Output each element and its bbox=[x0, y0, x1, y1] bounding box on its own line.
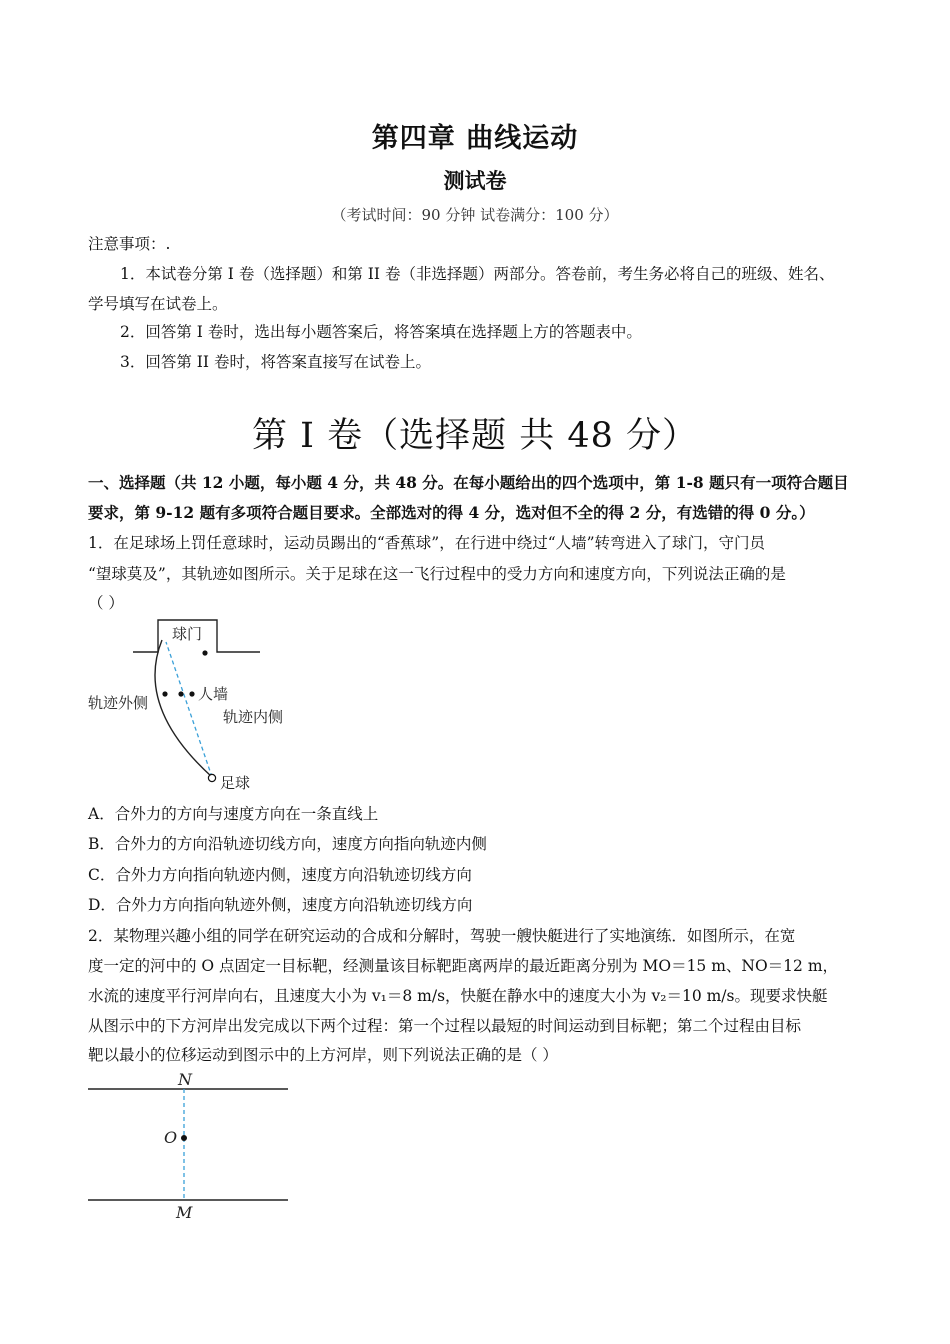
note-item-3: 3．回答第 II 卷时，将答案直接写在试卷上。 bbox=[120, 353, 431, 371]
outer-side-label: 轨迹外侧 bbox=[88, 695, 149, 712]
q2-stem-3: 水流的速度平行河岸向右，且速度大小为 v₁＝8 m/s，快艇在静水中的速度大小为 v₂＝10 m/s。现要求快艇 bbox=[88, 987, 828, 1005]
wall-player-1 bbox=[162, 691, 167, 696]
wall-player-2 bbox=[178, 691, 183, 696]
q1-trajectory-figure bbox=[80, 612, 310, 797]
ball-label: 足球 bbox=[220, 775, 251, 792]
wall-label: 人墙 bbox=[198, 686, 229, 703]
chapter-title: 第四章 曲线运动 bbox=[371, 123, 579, 154]
goal-point bbox=[202, 650, 207, 655]
q1-option-c: C．合外力方向指向轨迹内侧，速度方向沿轨迹切线方向 bbox=[88, 866, 472, 884]
m-label: M bbox=[176, 1203, 193, 1222]
goal-label: 球门 bbox=[172, 626, 203, 643]
q1-option-b: B．合外力的方向沿轨迹切线方向，速度方向指向轨迹内侧 bbox=[88, 835, 487, 853]
q2-stem-5: 靶以最小的位移运动到图示中的上方河岸，则下列说法正确的是（ ） bbox=[88, 1046, 558, 1064]
straight-path-dashed bbox=[166, 642, 212, 777]
note-item-1: 1．本试卷分第 I 卷（选择题）和第 II 卷（非选择题）两部分。答卷前，考生务必将自己的班级、姓名、 bbox=[120, 265, 835, 283]
section-intro-1: 一、选择题（共 12 小题，每小题 4 分，共 48 分。在每小题给出的四个选项中，第 1-8 题只有一项符合题目 bbox=[88, 473, 849, 492]
section-title: 第 I 卷（选择题 共 48 分） bbox=[252, 416, 698, 456]
target-point bbox=[181, 1135, 187, 1141]
q1-stem-2: “望球莫及”，其轨迹如图所示。关于足球在这一飞行过程中的受力方向和速度方向，下列说法正确的是 bbox=[88, 565, 786, 583]
q1-stem-1: 1．在足球场上罚任意球时，运动员踢出的“香蕉球”，在行进中绕过“人墙”转弯进入了球门，守门员 bbox=[88, 534, 766, 552]
q2-stem-1: 2．某物理兴趣小组的同学在研究运动的合成和分解时，驾驶一艘快艇进行了实地演练．如图所示，在宽 bbox=[88, 927, 796, 945]
q2-river-figure bbox=[80, 1068, 300, 1228]
wall-player-3 bbox=[189, 691, 194, 696]
q1-option-d: D．合外力方向指向轨迹外侧，速度方向沿轨迹切线方向 bbox=[88, 896, 473, 914]
subtitle: 测试卷 bbox=[443, 168, 507, 193]
ball-icon bbox=[208, 774, 215, 781]
exam-info: （考试时间：90 分钟 试卷满分：100 分） bbox=[331, 206, 619, 224]
q2-stem-4: 从图示中的下方河岸出发完成以下两个过程：第一个过程以最短的时间运动到目标靶；第二个过程由目标 bbox=[88, 1017, 802, 1035]
q1-stem-3: （ ） bbox=[88, 594, 124, 612]
notes-heading: 注意事项：. bbox=[88, 235, 171, 253]
ball-trajectory bbox=[155, 640, 212, 777]
q1-option-a: A．合外力的方向与速度方向在一条直线上 bbox=[88, 805, 379, 823]
section-intro-2: 要求，第 9-12 题有多项符合题目要求。全部选对的得 4 分，选对但不全的得 2 分，有选错的得 0 分。） bbox=[88, 503, 815, 522]
q2-stem-2: 度一定的河中的 O 点固定一目标靶，经测量该目标靶距离两岸的最近距离分别为 MO＝15 m、NO＝12 m， bbox=[88, 957, 839, 975]
n-label: N bbox=[178, 1070, 192, 1089]
note-item-1-cont: 学号填写在试卷上。 bbox=[88, 295, 228, 313]
inner-side-label: 轨迹内侧 bbox=[223, 709, 284, 726]
note-item-2: 2．回答第 I 卷时，选出每小题答案后，将答案填在选择题上方的答题表中。 bbox=[120, 323, 642, 341]
o-label: O bbox=[164, 1128, 178, 1147]
